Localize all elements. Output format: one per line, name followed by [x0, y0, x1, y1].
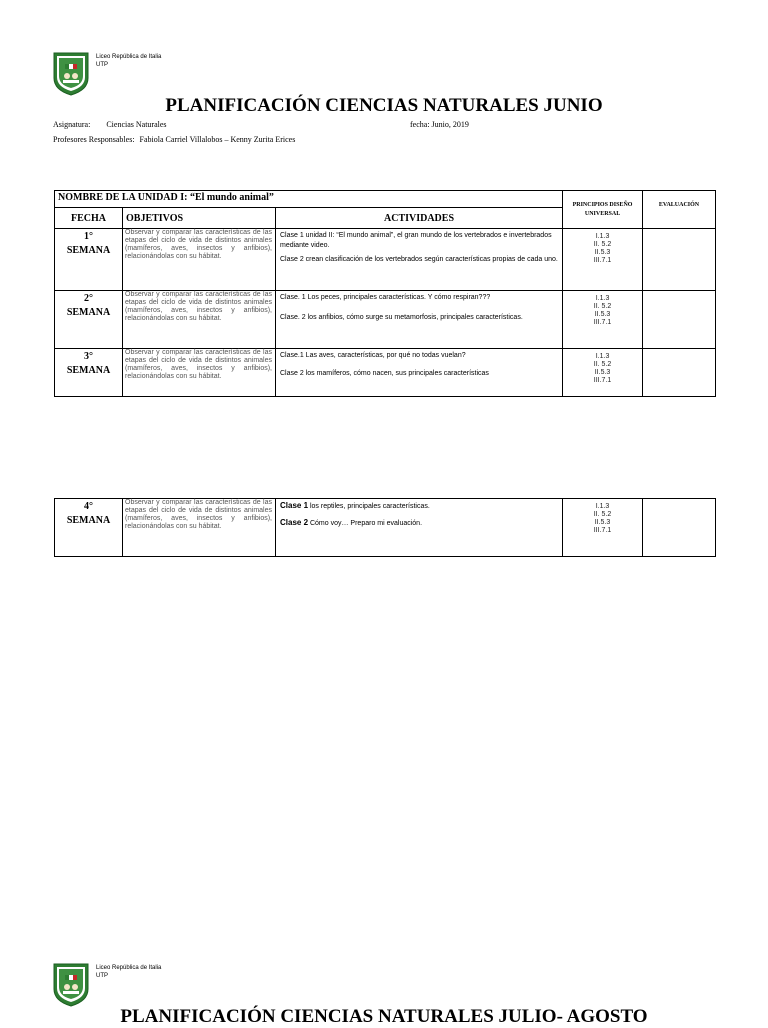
activity-class-2: Clase 2 los mamíferos, cómo nacen, sus principales características	[280, 370, 489, 377]
week-cell	[55, 499, 123, 557]
principle-item: II.5.3	[594, 369, 611, 376]
week-label: SEMANA	[66, 245, 111, 256]
week-label: SEMANA	[66, 307, 111, 318]
evaluation-cell	[643, 291, 716, 349]
subject-value: Ciencias Naturales	[106, 120, 167, 129]
subject-line	[53, 120, 167, 129]
principle-item: I.1.3	[595, 503, 610, 510]
week-cell	[55, 349, 123, 397]
principle-item: II. 5.2	[593, 241, 612, 248]
evaluation-cell	[643, 349, 716, 397]
table-row	[55, 499, 716, 557]
school-name: Liceo República de Italia	[96, 965, 162, 971]
week-number: 4°	[84, 501, 93, 512]
activity-class-1: Clase.1 Las aves, características, por qué no todas vuelan?	[280, 352, 466, 359]
next-page-header	[53, 963, 713, 1008]
week-cell	[55, 291, 123, 349]
table-row	[55, 349, 716, 397]
activities-cell	[276, 291, 563, 349]
school-name: Liceo República de Italia	[96, 54, 162, 60]
activity-class-2: Clase 2 crean clasificación de los vertebrados según características propias de cada uno.	[280, 256, 558, 263]
week-number: 3°	[84, 351, 93, 362]
principle-item: I.1.3	[595, 233, 610, 240]
principle-item: III.7.1	[593, 377, 612, 384]
activities-cell	[276, 229, 563, 291]
planning-table-week-4	[54, 498, 716, 557]
principle-item: II. 5.2	[593, 303, 612, 310]
date-text: fecha: Junio, 2019	[410, 120, 469, 129]
objective-cell: Observar y comparar las características de las etapas del ciclo de vida de distintos animales (mamíferos, aves, insectos y anfibios), relacionándolas con su hábitat.	[123, 349, 276, 397]
teachers-line	[53, 135, 295, 144]
principle-item: II.5.3	[594, 519, 611, 526]
principle-item: III.7.1	[593, 319, 612, 326]
school-info	[96, 53, 161, 69]
header-objetivos: OBJETIVOS	[123, 208, 276, 229]
school-dept: UTP	[96, 62, 108, 68]
class-1-text: los reptiles, principales características.	[308, 503, 430, 510]
evaluation-cell	[643, 229, 716, 291]
header-principios: PRINCIPIOS DISEÑO UNIVERSAL	[563, 191, 643, 229]
activity-class-2: Clase. 2 los anfibios, cómo surge su metamorfosis, principales características.	[280, 314, 523, 321]
week-label: SEMANA	[66, 515, 111, 526]
principle-item: I.1.3	[595, 295, 610, 302]
page-header	[53, 52, 713, 97]
table-row	[55, 291, 716, 349]
school-crest-icon	[53, 52, 89, 96]
principle-item: III.7.1	[593, 527, 612, 534]
principle-item: II.5.3	[594, 249, 611, 256]
planning-table	[54, 190, 716, 397]
header-actividades: ACTIVIDADES	[276, 208, 563, 229]
teachers-value: Fabiola Carriel Villalobos – Kenny Zurita Erices	[139, 135, 296, 144]
principles-cell	[563, 291, 643, 349]
unit-name: NOMBRE DE LA UNIDAD I: “El mundo animal”	[55, 191, 563, 208]
principle-item: III.7.1	[593, 257, 612, 264]
principle-item: I.1.3	[595, 353, 610, 360]
week-cell	[55, 229, 123, 291]
header-evaluacion: EVALUACIÓN	[643, 191, 716, 229]
class-2-text: Cómo voy… Preparo mi evaluación.	[308, 520, 423, 527]
objective-cell: Observar y comparar las características de las etapas del ciclo de vida de distintos animales (mamíferos, aves, insectos y anfibios), relacionándolas con su hábitat.	[123, 499, 276, 557]
objective-cell: Observar y comparar las características de las etapas del ciclo de vida de distintos animales (mamíferos, aves, insectos y anfibios), relacionándolas con su hábitat.	[123, 291, 276, 349]
principle-item: II. 5.2	[593, 361, 612, 368]
evaluation-cell	[643, 499, 716, 557]
week-number: 2°	[84, 293, 93, 304]
activities-cell	[276, 499, 563, 557]
class-2-label: Clase 2	[280, 518, 309, 527]
subject-label: Asignatura:	[53, 120, 91, 129]
principles-cell	[563, 349, 643, 397]
activity-class-2	[280, 518, 558, 529]
activity-class-1: Clase. 1 Los peces, principales características. Y cómo respiran???	[280, 294, 491, 301]
principles-cell	[563, 229, 643, 291]
header-fecha: FECHA	[55, 208, 123, 229]
teachers-label: Profesores Responsables:	[53, 135, 135, 144]
school-crest-icon	[53, 963, 89, 1007]
class-1-label: Clase 1	[280, 501, 309, 510]
principles-cell	[563, 499, 643, 557]
activities-cell	[276, 349, 563, 397]
principle-item: II. 5.2	[593, 511, 612, 518]
principle-item: II.5.3	[594, 311, 611, 318]
week-label: SEMANA	[66, 365, 111, 376]
objective-cell: Observar y comparar las características de las etapas del ciclo de vida de distintos animales (mamíferos, aves, insectos y anfibios), relacionándolas con su hábitat.	[123, 229, 276, 291]
next-page-title: PLANIFICACIÓN CIENCIAS NATURALES JULIO- AGOSTO	[120, 1006, 648, 1027]
school-info	[96, 964, 161, 980]
activity-class-1	[280, 501, 558, 512]
school-dept: UTP	[96, 973, 108, 979]
week-number: 1°	[84, 231, 93, 242]
activity-class-1: Clase 1 unidad II: “El mundo animal”, el gran mundo de los vertebrados e invertebrados mediante video.	[280, 232, 552, 249]
table-row	[55, 229, 716, 291]
page-title: PLANIFICACIÓN CIENCIAS NATURALES JUNIO	[165, 95, 603, 116]
